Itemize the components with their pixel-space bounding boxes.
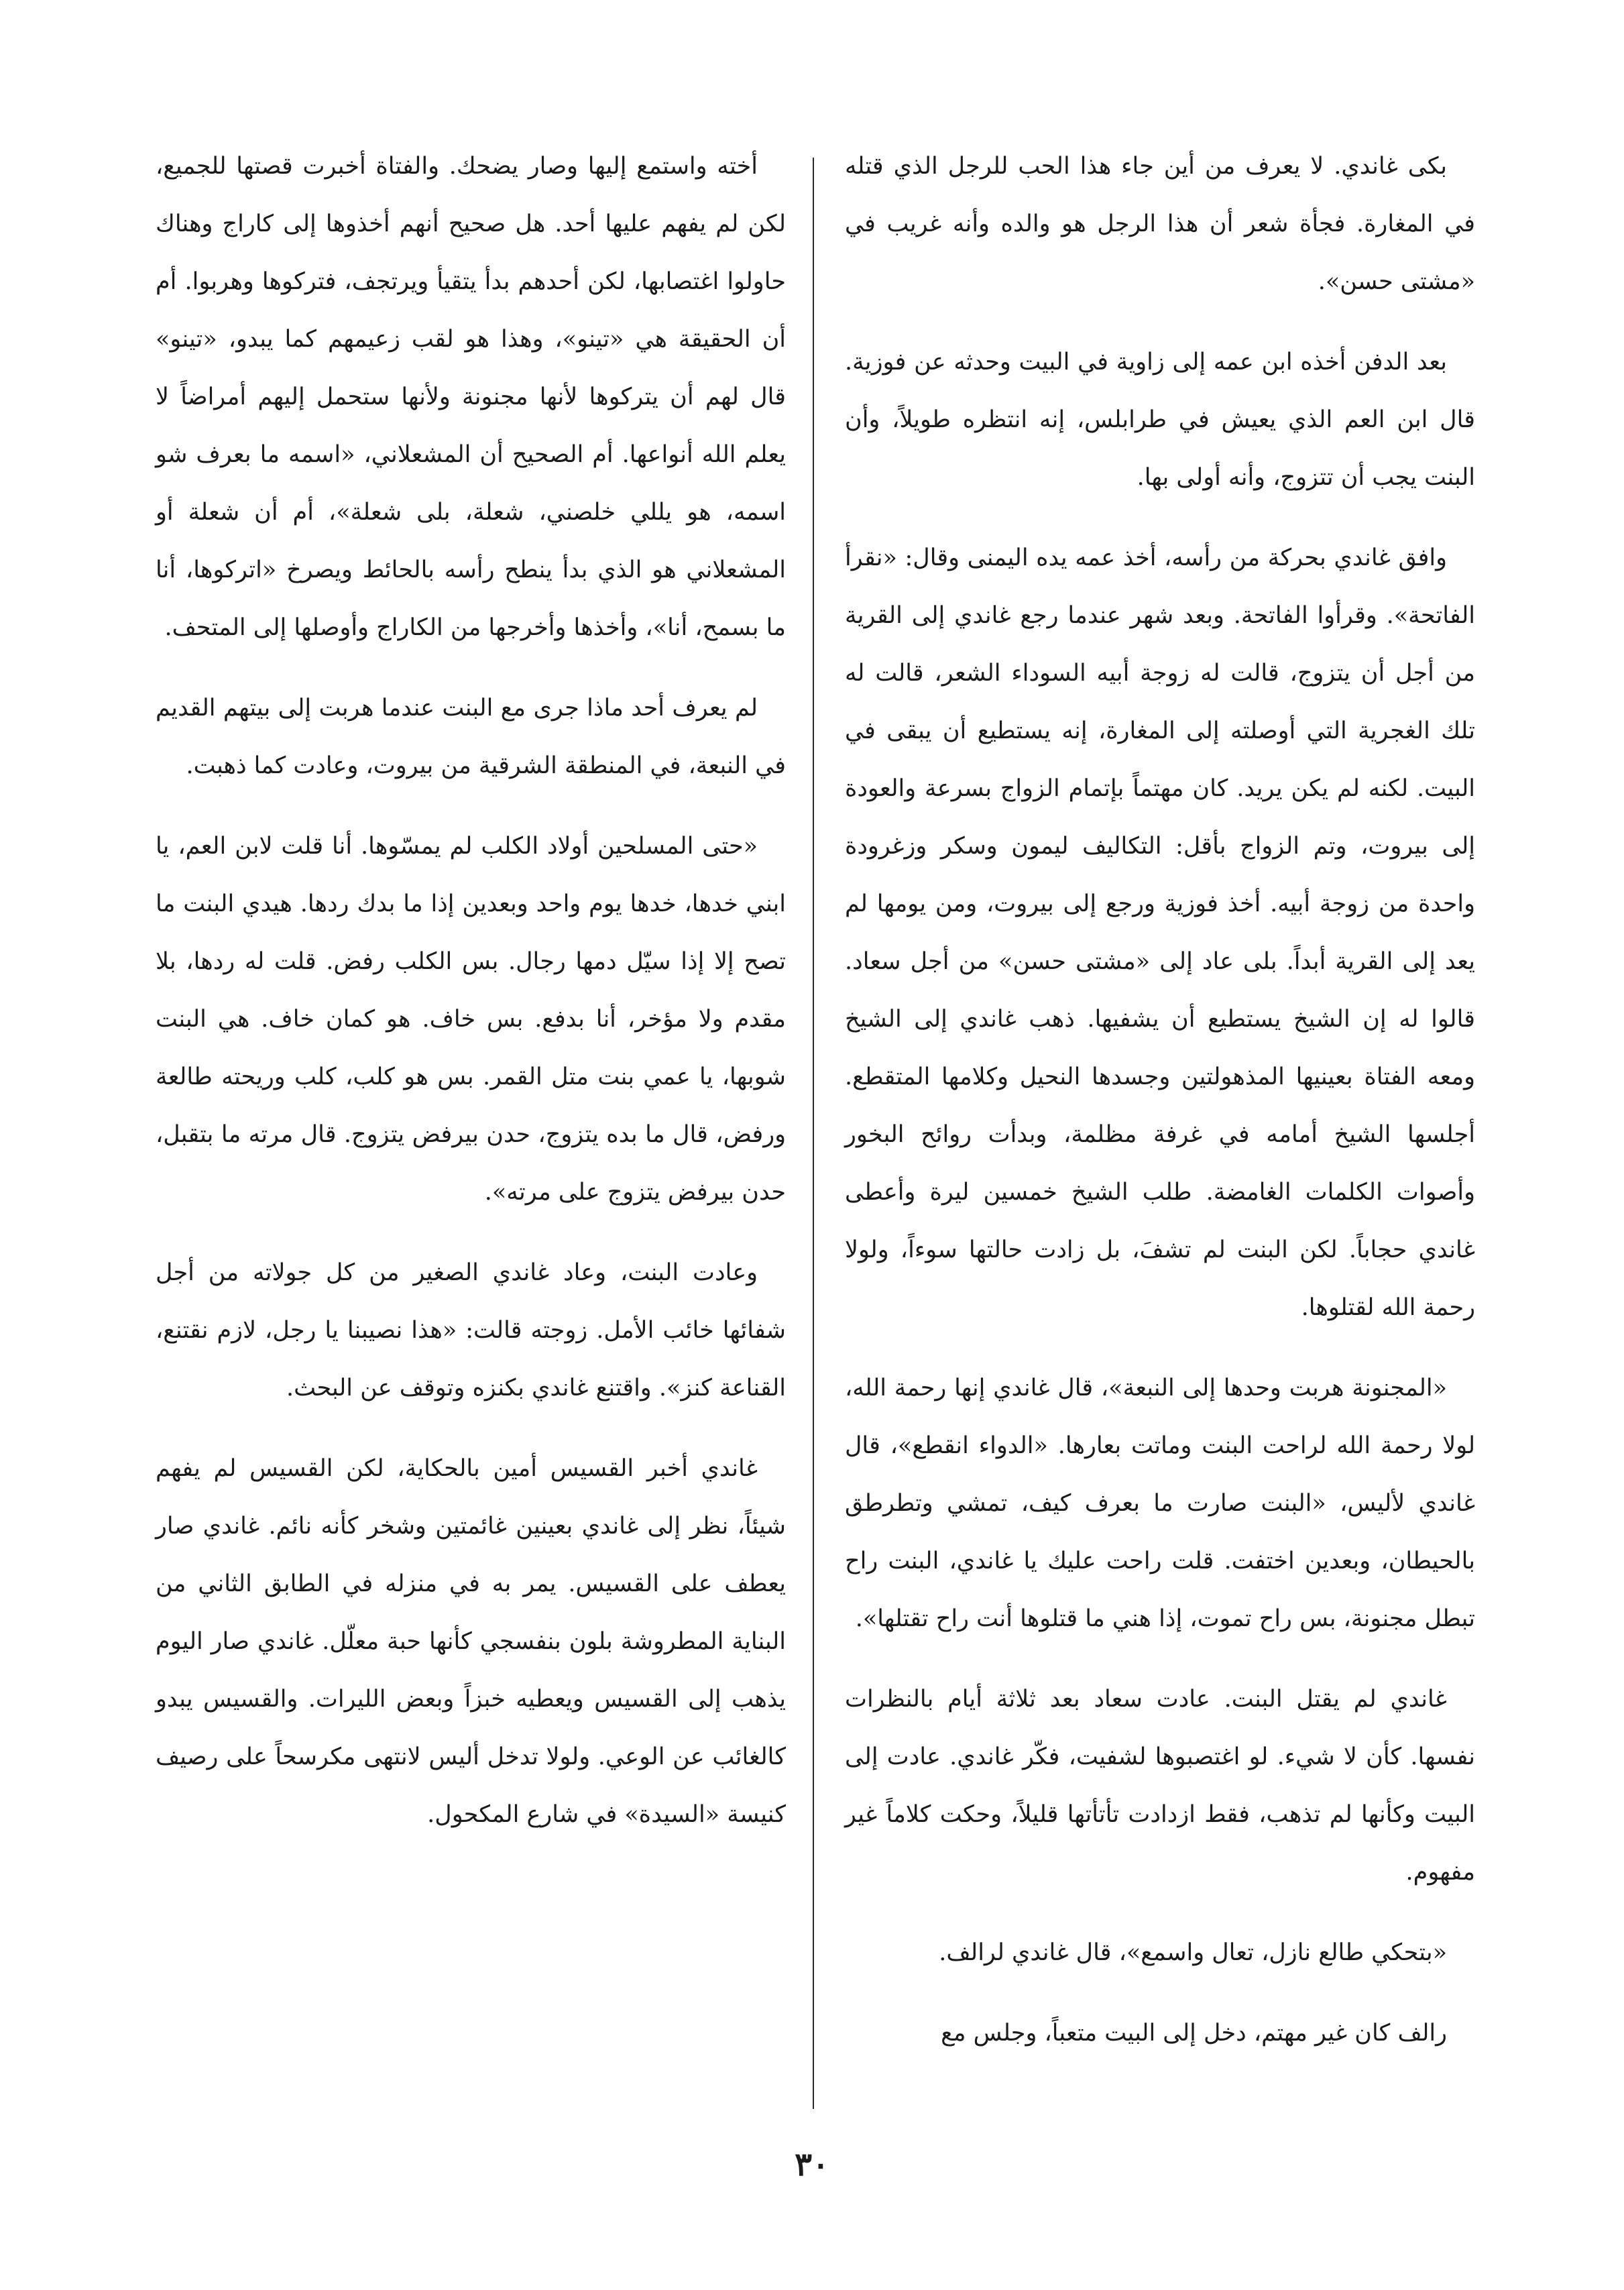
page-number: ٣٠ — [795, 2146, 829, 2183]
paragraph: غاندي أخبر القسيس أمين بالحكاية، لكن القسيس لم يفهم شيئاً، نظر إلى غاندي بعينين غائمتين وشخر كأنه نائم. غاندي صار يعطف على القسيس. يمر به في منزله في الطابق الثاني من البناية المطروشة بلون بنفسجي كأنها حبة معلّل. غاندي صار اليوم يذهب إلى القسيس ويعطيه خبزاً وبعض الليرات. والقسيس يبدو كالغائب عن الوعي. ولولا تدخل أليس لانتهى مكرسحاً على رصيف كنيسة «السيدة» في شارع المكحول. — [156, 1455, 786, 1828]
paragraph: «حتى المسلحين أولاد الكلب لم يمسّوها. أنا قلت لابن العم، يا ابني خدها، خدها يوم واحد وبعدين إذا ما بدك ردها. هيدي البنت ما تصح إلا إذا سيّل دمها رجال. بس الكلب رفض. قلت له ردها، بلا مقدم ولا مؤخر، أنا بدفع. بس خاف. هو كمان خاف. هي البنت شوبها، يا عمي بنت متل القمر. بس هو كلب، كلب وريحته طالعة ورفض، قال ما بده يتزوج، حدن بيرفض يتزوج. قال مرته ما بتقبل، حدن بيرفض يتزوج على مرته». — [156, 833, 786, 1206]
paragraph: لم يعرف أحد ماذا جرى مع البنت عندما هربت إلى بيتهم القديم في النبعة، في المنطقة الشرقية من بيروت، وعادت كما ذهبت. — [156, 695, 786, 779]
left-text-column — [156, 137, 786, 1866]
paragraph: أخته واستمع إليها وصار يضحك. والفتاة أخبرت قصتها للجميع، لكن لم يفهم عليها أحد. هل صحيح أنهم أخذوها إلى كاراج وهناك حاولوا اغتصابها، لكن أحدهم بدأ يتقيأ ويرتجف، فتركوها وهربوا. أم أن الحقيقة هي «تينو»، وهذا هو لقب زعيمهم كما يبدو، «تينو» قال لهم أن يتركوها لأنها مجنونة ولأنها ستحمل إليهم أمراضاً لا يعلم الله أنواعها. أم الصحيح أن المشعلاني، «اسمه ما بعرف شو اسمه، هو يللي خلصني، شعلة، بلى شعلة»، أم أن شعلة أو المشعلاني هو الذي بدأ ينطح رأسه بالحائط ويصرخ «اتركوها، أنا ما بسمح، أنا»، وأخذها وأخرجها من الكاراج وأوصلها إلى المتحف. — [156, 153, 786, 641]
paragraph: بعد الدفن أخذه ابن عمه إلى زاوية في البيت وحدثه عن فوزية. قال ابن العم الذي يعيش في طرابلس، إنه انتظره طويلاً، وأن البنت يجب أن تتزوج، وأنه أولى بها. — [845, 349, 1475, 491]
paragraph: «بتحكي طالع نازل، تعال واسمع»، قال غاندي لرالف. — [939, 1939, 1447, 1966]
right-text-column — [845, 137, 1475, 2085]
paragraph: رالف كان غير مهتم، دخل إلى البيت متعباً، وجلس مع — [941, 2020, 1447, 2047]
paragraph: وافق غاندي بحركة من رأسه، أخذ عمه يده اليمنى وقال: «نقرأ الفاتحة». وقرأوا الفاتحة. وبعد شهر عندما رجع غاندي إلى القرية من أجل أن يتزوج، قالت له زوجة أبيه السوداء الشعر، قالت له تلك الغجرية التي أوصلته إلى المغارة، إنه يستطيع أن يبقى في البيت. لكنه لم يكن يريد. كان مهتماً بإتمام الزواج بسرعة والعودة إلى بيروت، وتم الزواج بأقل: التكاليف ليمون وسكر وزغرودة واحدة من زوجة أبيه. أخذ فوزية ورجع إلى بيروت، ومن يومها لم يعد إلى القرية أبداً. بلى عاد إلى «مشتى حسن» من أجل سعاد. قالوا له إن الشيخ يستطيع أن يشفيها. ذهب غاندي إلى الشيخ ومعه الفتاة بعينيها المذهولتين وجسدها النحيل وكلامها المتقطع. أجلسها الشيخ أمامه في غرفة مظلمة، وبدأت روائح البخور وأصوات الكلمات الغامضة. طلب الشيخ خمسين ليرة وأعطى غاندي حجاباً. لكن البنت لم تشفَ، بل زادت حالتها سوءاً، ولولا رحمة الله لقتلوها. — [845, 545, 1475, 1321]
paragraph: «المجنونة هربت وحدها إلى النبعة»، قال غاندي إنها رحمة الله، لولا رحمة الله لراحت البنت وماتت بعارها. «الدواء انقطع»، قال غاندي لأليس، «البنت صارت ما بعرف كيف، تمشي وتطرطق بالحيطان، وبعدين اختفت. قلت راحت عليك يا غاندي، البنت راح تبطل مجنونة، بس راح تموت، إذا هني ما قتلوها أنت راح تقتلها». — [845, 1375, 1475, 1632]
column-divider — [813, 158, 814, 2109]
paragraph: وعادت البنت، وعاد غاندي الصغير من كل جولاته من أجل شفائها خائب الأمل. زوجته قالت: «هذا نصيبنا يا رجل، لازم نقتنع، القناعة كنز». واقتنع غاندي بكنزه وتوقف عن البحث. — [156, 1259, 786, 1401]
paragraph: غاندي لم يقتل البنت. عادت سعاد بعد ثلاثة أيام بالنظرات نفسها. كأن لا شيء. لو اغتصبوها لشفيت، فكّر غاندي. عادت إلى البيت وكأنها لم تذهب، فقط ازدادت تأتأتها قليلاً، وحكت كلاماً غير مفهوم. — [845, 1686, 1475, 1886]
paragraph: بكى غاندي. لا يعرف من أين جاء هذا الحب للرجل الذي قتله في المغارة. فجأة شعر أن هذا الرجل هو والده وأنه غريب في «مشتى حسن». — [845, 153, 1475, 295]
